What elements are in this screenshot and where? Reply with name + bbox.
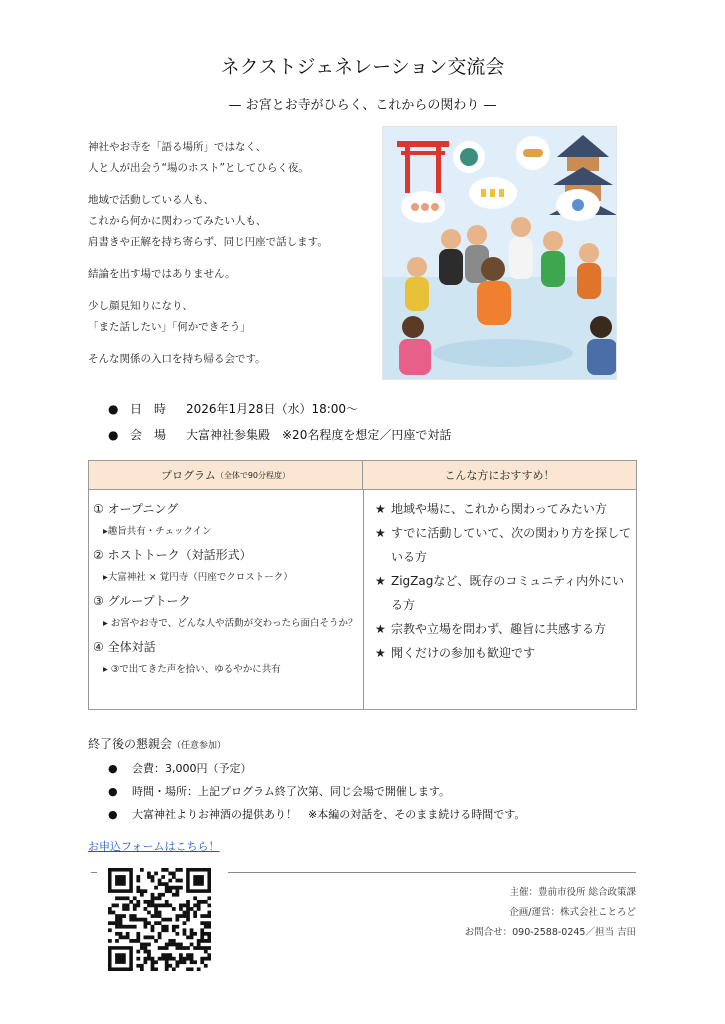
party-note: （任意参加） (172, 741, 227, 751)
recommend-item: ★ 聞くだけの参加も歓迎です (375, 641, 633, 665)
program-table (88, 460, 637, 710)
event-illustration (382, 126, 617, 380)
intro-paragraph: そんな関係の入口を持ち帰る会です。 (88, 353, 266, 365)
intro-text (88, 137, 378, 381)
contact-text: お問合せ：090-2588-0245／担当 吉田 (464, 927, 636, 938)
party-heading: 終了後の懇親会（任意参加） (88, 737, 227, 751)
bullet: ● (108, 762, 118, 775)
party-item: ● 時間・場所：上記プログラム終了次第、同じ会場で開催します。 (108, 785, 451, 798)
event-venue-row (108, 426, 451, 443)
operator-text: 企画/運営：株式会社ことろど (509, 907, 636, 918)
program-item-title: ④ 全体対話 (93, 640, 156, 654)
recommend-item: ★ 地域や場に、これから関わってみたい方 (375, 497, 633, 521)
star-icon: ★ (375, 646, 386, 660)
application-qr-code[interactable] (108, 868, 211, 971)
intro-paragraph: 地域で活動している人も、 これから何かに関わってみたい人も、 肩書きや正解を持ち寄らず、同じ円座で話します。 (88, 194, 328, 248)
intro-paragraph: 神社やお寺を「語る場所」ではなく、 人と人が出会う“場のホスト”としてひらく夜。 (88, 141, 309, 174)
program-item-detail: ▸ ③で出てきた声を拾い、ゆるやかに共有 (103, 664, 281, 675)
date-label: 日時 (130, 402, 179, 416)
program-list (93, 497, 359, 681)
date-value: 2026年1月28日（水）18:00〜 (186, 402, 359, 416)
venue-value: 大富神社参集殿 ※20名程度を想定／円座で対話 (186, 428, 452, 442)
event-title: ネクストジェネレーション交流会 (220, 56, 505, 78)
recommend-item: ★ ZigZagなど、既存のコミュニティ内外にいる方 (375, 569, 633, 617)
divider (228, 872, 636, 873)
program-header: プログラム （全体で90分程度） (89, 461, 363, 490)
party-item: ● 大富神社よりお神酒の提供あり！ ※本編の対話を、そのまま続ける時間です。 (108, 808, 526, 821)
bullet: ● (108, 808, 118, 821)
bullet: ● (108, 402, 119, 416)
star-icon: ★ (375, 502, 386, 516)
party-item: ● 会費：3,000円（予定） (108, 762, 252, 775)
program-item-detail: ▸大富神社 × 覚円寺（円座でクロストーク） (103, 572, 293, 583)
program-item-detail: ▸ お宮やお寺で、どんな人や活動が交わったら面白そうか？ (103, 618, 358, 629)
bullet: ● (108, 428, 119, 442)
venue-label: 会場 (130, 428, 179, 442)
recommend-item: ★ 宗教や立場を問わず、趣旨に共感する方 (375, 617, 633, 641)
recommend-header: こんな方におすすめ！ (363, 461, 636, 490)
event-subtitle: — お宮とお寺がひらく、これからの関わり — (228, 98, 497, 113)
bullet: ● (108, 785, 118, 798)
program-item-title: ② ホストトーク（対話形式） (93, 548, 252, 562)
program-item-detail: ▸趣旨共有・チェックイン (103, 526, 212, 537)
star-icon: ★ (375, 526, 386, 540)
program-item-title: ① オープニング (93, 502, 179, 516)
star-icon: ★ (375, 622, 386, 636)
program-item-title: ③ グループトーク (93, 594, 191, 608)
recommend-list (375, 497, 633, 665)
recommend-item: ★ すでに活動していて、次の関わり方を探している方 (375, 521, 633, 569)
organizer-text: 主催：豊前市役所 総合政策課 (509, 887, 636, 898)
star-icon: ★ (375, 574, 386, 588)
program-duration-note: （全体で90分程度） (215, 470, 291, 480)
application-form-link[interactable]: お申込フォームはこちら！ (88, 840, 220, 853)
intro-paragraph: 少し顔見知りになり、 「また話したい」「何かできそう」 (88, 300, 251, 333)
intro-paragraph: 結論を出す場ではありません。 (88, 268, 236, 280)
event-date-row (108, 400, 358, 417)
